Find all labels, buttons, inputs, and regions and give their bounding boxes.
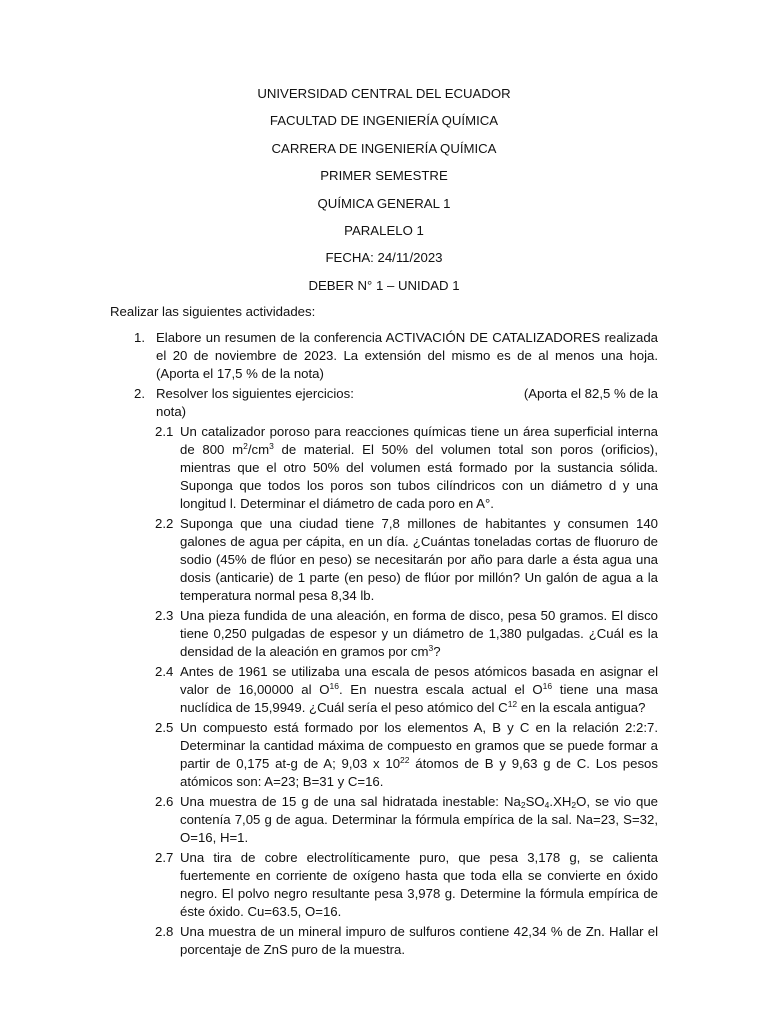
exercise-text: de material. El 50% del volumen total son poros (orificios), mientras que el otro 50% del volumen está formado por la sustancia sólida. Suponga que todos los poros son tubos cilíndricos con un diámetro d y una longitud l. Determinar el diámetro de cada poro en A°. bbox=[180, 442, 658, 511]
exercise-number: 2.6 bbox=[155, 794, 174, 809]
exercise-text: Una muestra de un mineral impuro de sulfuros contiene 42,34 % de Zn. Hallar el porcentaje de ZnS puro de la muestra. bbox=[180, 924, 658, 957]
activity-weight-continuation: nota) bbox=[156, 404, 187, 419]
superscript: 3 bbox=[269, 441, 274, 451]
instructions-text: Realizar las siguientes actividades: bbox=[110, 304, 316, 319]
section-label: PARALELO 1 bbox=[344, 222, 424, 238]
exercise-text: .XH bbox=[549, 794, 572, 809]
exercise-text: ? bbox=[433, 644, 441, 659]
activity-heading-row bbox=[156, 385, 658, 403]
date-label: FECHA: 24/11/2023 bbox=[325, 250, 443, 266]
exercise-text: Una muestra de 15 g de una sal hidratada inestable: Na bbox=[180, 794, 521, 809]
exercise-item bbox=[110, 923, 658, 959]
exercise-item bbox=[110, 423, 658, 513]
exercise-number: 2.3 bbox=[155, 608, 174, 623]
subscript: 4 bbox=[544, 800, 550, 810]
subscript: 2 bbox=[520, 800, 526, 810]
activity-item bbox=[110, 329, 658, 383]
exercise-item bbox=[110, 849, 658, 921]
exercise-text: Una tira de cobre electrolíticamente puro, que pesa 3,178 g, se calienta fuertemente en corriente de oxígeno hasta que toda ella se convierte en óxido negro. El polvo negro resultante pesa 3,978 g. Determine la fórmula empírica de éste óxido. Cu=63.5, O=16. bbox=[180, 850, 658, 919]
activity-number: 1. bbox=[134, 330, 145, 345]
faculty-name: FACULTAD DE INGENIERÍA QUÍMICA bbox=[269, 113, 499, 129]
exercise-item bbox=[110, 663, 658, 717]
exercise-item bbox=[110, 793, 658, 847]
activity-text: Resolver los siguientes ejercicios: bbox=[156, 386, 354, 401]
subscript: 2 bbox=[571, 800, 577, 810]
exercise-text: tiene una masa nuclídica de 15,9949. ¿Cuál sería el peso atómico del C bbox=[180, 682, 659, 715]
exercise-text: /cm bbox=[247, 442, 270, 457]
exercise-number: 2.7 bbox=[155, 850, 174, 865]
exercise-item bbox=[110, 719, 658, 791]
exercises-list bbox=[110, 423, 658, 959]
exercise-text: Suponga que una ciudad tiene 7,8 millones de habitantes y consumen 140 galones de agua per cápita, en un día. ¿Cuántas toneladas cortas de fluoruro de sodio (45% de flúor en peso) se necesitarán por año para darle a ésta agua una dosis (anticarie) de 1 parte (en peso) de flúor por millón? Un galón de agua a la temperatura normal pesa 8,34 lb. bbox=[180, 516, 658, 603]
exercise-text: átomos de B y 9,63 g de C. Los pesos atómicos son: A=23; B=31 y C=16. bbox=[180, 756, 658, 789]
superscript: 3 bbox=[428, 643, 434, 653]
exercise-number: 2.4 bbox=[155, 664, 174, 679]
activity-weight: (Aporta el 82,5 % de la bbox=[523, 386, 658, 401]
exercise-text: . En nuestra escala actual el O bbox=[338, 682, 543, 697]
assignment-title: DEBER N° 1 – UNIDAD 1 bbox=[308, 277, 460, 293]
exercise-text: en la escala antigua? bbox=[517, 700, 646, 715]
superscript: 2 bbox=[243, 441, 248, 451]
activity-item bbox=[110, 385, 658, 421]
exercise-text: Un compuesto está formado por los elementos A, B y C en la relación 2:2:7. Determinar la cantidad máxima de compuesto en gramos que se puede formar a partir de 0,175 at-g de A; 9,03 x 10 bbox=[180, 720, 658, 771]
exercise-number: 2.1 bbox=[155, 424, 174, 439]
university-name: UNIVERSIDAD CENTRAL DEL ECUADOR bbox=[257, 86, 511, 101]
document-header bbox=[0, 85, 768, 304]
superscript: 12 bbox=[507, 699, 518, 709]
semester-label: PRIMER SEMESTRE bbox=[320, 168, 448, 184]
exercise-number: 2.5 bbox=[155, 720, 174, 735]
exercise-item bbox=[110, 515, 658, 605]
activity-number: 2. bbox=[134, 386, 145, 401]
exercise-text: Una pieza fundida de una aleación, en forma de disco, pesa 50 gramos. El disco tiene 0,250 pulgadas de espesor y un diámetro de 1,380 pulgadas. ¿Cuál es la densidad de la aleación en gramos por cm bbox=[180, 608, 658, 659]
exercise-text: Antes de 1961 se utilizaba una escala de pesos atómicos basada en asignar el valor de 16,00000 al O bbox=[180, 664, 658, 697]
exercise-item bbox=[110, 607, 658, 661]
exercise-text: O, se vio que contenía 7,05 g de agua. Determinar la fórmula empírica de la sal. Na=23, S=32, O=16, H=1. bbox=[180, 794, 658, 845]
activity-text: Elabore un resumen de la conferencia ACTIVACIÓN DE CATALIZADORES realizada el 20 de noviembre de 2023. La extensión del mismo es de al menos una hoja. (Aporta el 17,5 % de la nota) bbox=[156, 330, 658, 381]
exercise-number: 2.2 bbox=[155, 516, 174, 531]
exercise-text: Un catalizador poroso para reacciones químicas tiene un área superficial interna de 800 m bbox=[180, 424, 658, 457]
superscript: 16 bbox=[542, 681, 553, 691]
superscript: 22 bbox=[400, 755, 410, 765]
exercise-number: 2.8 bbox=[155, 924, 174, 939]
career-name: CARRERA DE INGENIERÍA QUÍMICA bbox=[271, 140, 497, 156]
course-name: QUÍMICA GENERAL 1 bbox=[317, 195, 451, 211]
superscript: 16 bbox=[329, 681, 339, 691]
activities-list bbox=[110, 329, 658, 961]
exercise-text: SO bbox=[525, 794, 545, 809]
